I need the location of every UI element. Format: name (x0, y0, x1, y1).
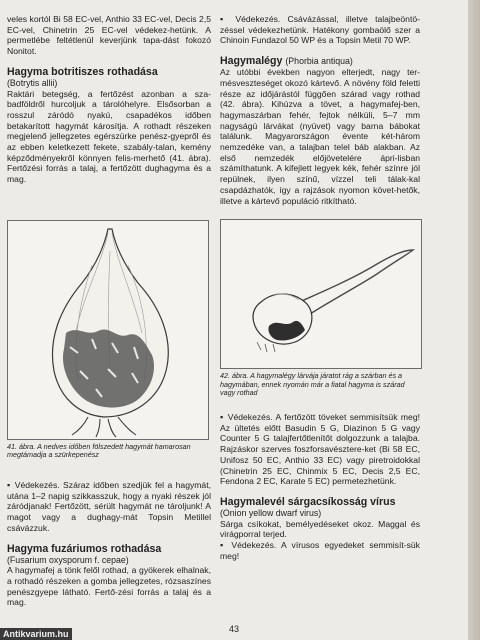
virus-description: Sárga csíkokat, bemélyedéseket okoz. Maggal és virágporral terjed. (220, 518, 420, 540)
onion-fly-title: Hagymalégy (220, 55, 283, 68)
page-edge (468, 0, 480, 640)
section-latin-botrytis: (Botrytis allii) (7, 77, 58, 88)
fusarium-control: ▪ Védekezés. Csávázással, illetve talajbeöntö-zéssel védekezhetünk. Hatékony gombaölő szer a Chinoin Fundazol 50 WP és a Topsin Metil 70 WP. (220, 14, 420, 46)
figure-41-onion-rot (7, 220, 209, 440)
page-number: 43 (228, 624, 239, 634)
botrytis-control: ▪ Védekezés. Száraz időben szedjük fel a hagymát, utána 1–2 napig szikkasszuk, hogy a nyaki részek jól záródjanak! Fertőzött, sérült hagymát ne tároljunk! A magot vagy a dughagy-mát Topsin Metillel csávázzuk. (7, 480, 211, 534)
onion-fly-control: ▪ Védekezés. A fertőzött töveket semmisítsük meg! Az ültetés előtt Basudin 5 G, Diazinon 5 G vagy Counter 5 G talajfertőtlenítőt dolgozzunk a talajba. Rajzáskor szerves foszforsavésztere-ket (Bi 58 EC, Unifosz 50 EC, Anthio 33 EC) vagy piretroidokkal (Chinetrin 25 EC, Chinmix 5 EC, Decis 2,5 EC, Fendona 2 EC, Karate 5 EC) permetezhetünk. (220, 412, 420, 487)
onion-fly-description: Az utóbbi években nagyon elterjedt, nagy ter-mésveszteséget okozó kártevő. A növény föld feletti része az időjárástól függően szárad vagy rothad (42. ábra). Kihúzva a tövet, a hagymafej-ben, hagymaszárban fehér, fejtok nélküli, 5–7 mm nagyságú lárvákat (nyüvet) vagy barna bábokat találunk. Magyarországon évente két-három nemzedéke van, a talajban telel báb alakban. Az első nemzedék előjövetelére ápri-lisban számíthatunk. A kifejlett legyek kék, fehér színre jól repülnek, ilyen színű, vízzel teli tálak-kal csapdázhatók, így a rajzások nyomon követ-hetők, illetve a kártevő populáció ritkítható. (220, 67, 420, 206)
section-latin-fusarium: (Fusarium oxysporum f. cepae) (7, 554, 129, 565)
virus-control: ▪ Védekezés. A vírusos egyedeket semmisít-sük meg! (220, 540, 420, 561)
onion-fly-latin: (Phorbia antiqua) (285, 56, 353, 67)
figure-41-caption: 41. ábra. A nedves időben fölszedett hagymát hamarosan megtámadja a szürkepenész (7, 441, 191, 460)
onion-rot-illustration (8, 221, 208, 439)
fusarium-description: A hagymafej a tönk felől rothad, a gyökerek elhalnak, a rothadó részeken a gomba jellegzetes, rózsaszínes penészgyepe látható. Fertő-zési forrás a talaj és a mag. (7, 565, 211, 608)
figure-42-caption: 42. ábra. A hagymalégy lárvája járatot rág a szárban és a hagymában, ennek nyomán már a fiatal hagyma is szárad vagy rothad (220, 371, 405, 398)
figure-42-onion-fly (220, 219, 422, 369)
section-title-onion-fly (220, 55, 420, 67)
section-title-botrytis: Hagyma botritiszes rothadása (7, 65, 158, 78)
section-title-fusarium: Hagyma fuzáriumos rothadása (7, 542, 162, 555)
right-column (220, 0, 420, 561)
section-title-virus: Hagymalevél sárgacsíkosság vírus (220, 495, 396, 508)
left-intro-paragraph: veles kortól Bi 58 EC-vel, Anthio 33 EC-vel, Decis 2,5 EC-vel, Chinetrin 25 EC-vel védekez-hetünk. A permetlébe feltétlenül keverjünk tapa-dást fokozó Nonitot. (7, 14, 211, 57)
onion-fly-illustration (221, 220, 421, 368)
watermark: Antikvarium.hu (0, 628, 72, 640)
left-column (7, 0, 211, 608)
section-latin-virus: (Onion yellow dwarf virus) (220, 507, 322, 518)
botrytis-description: Raktári betegség, a fertőzést azonban a sza-badföldről hurcoljuk a tárolóhelyre. Elsősorban a rosszul záródó nyakú, csapadékos időben betakarított hagymát károsítja. A rothadt részeken megjelenő jellegzetes egérszürke penész-gyepről és az ebben keletkezett fekete, szabály-talan, kemény képződményekről könnyen felis-merhető (41. ábra). Fertőzési forrás a talaj, a fertőzött dughagyma és a mag. (7, 88, 211, 185)
